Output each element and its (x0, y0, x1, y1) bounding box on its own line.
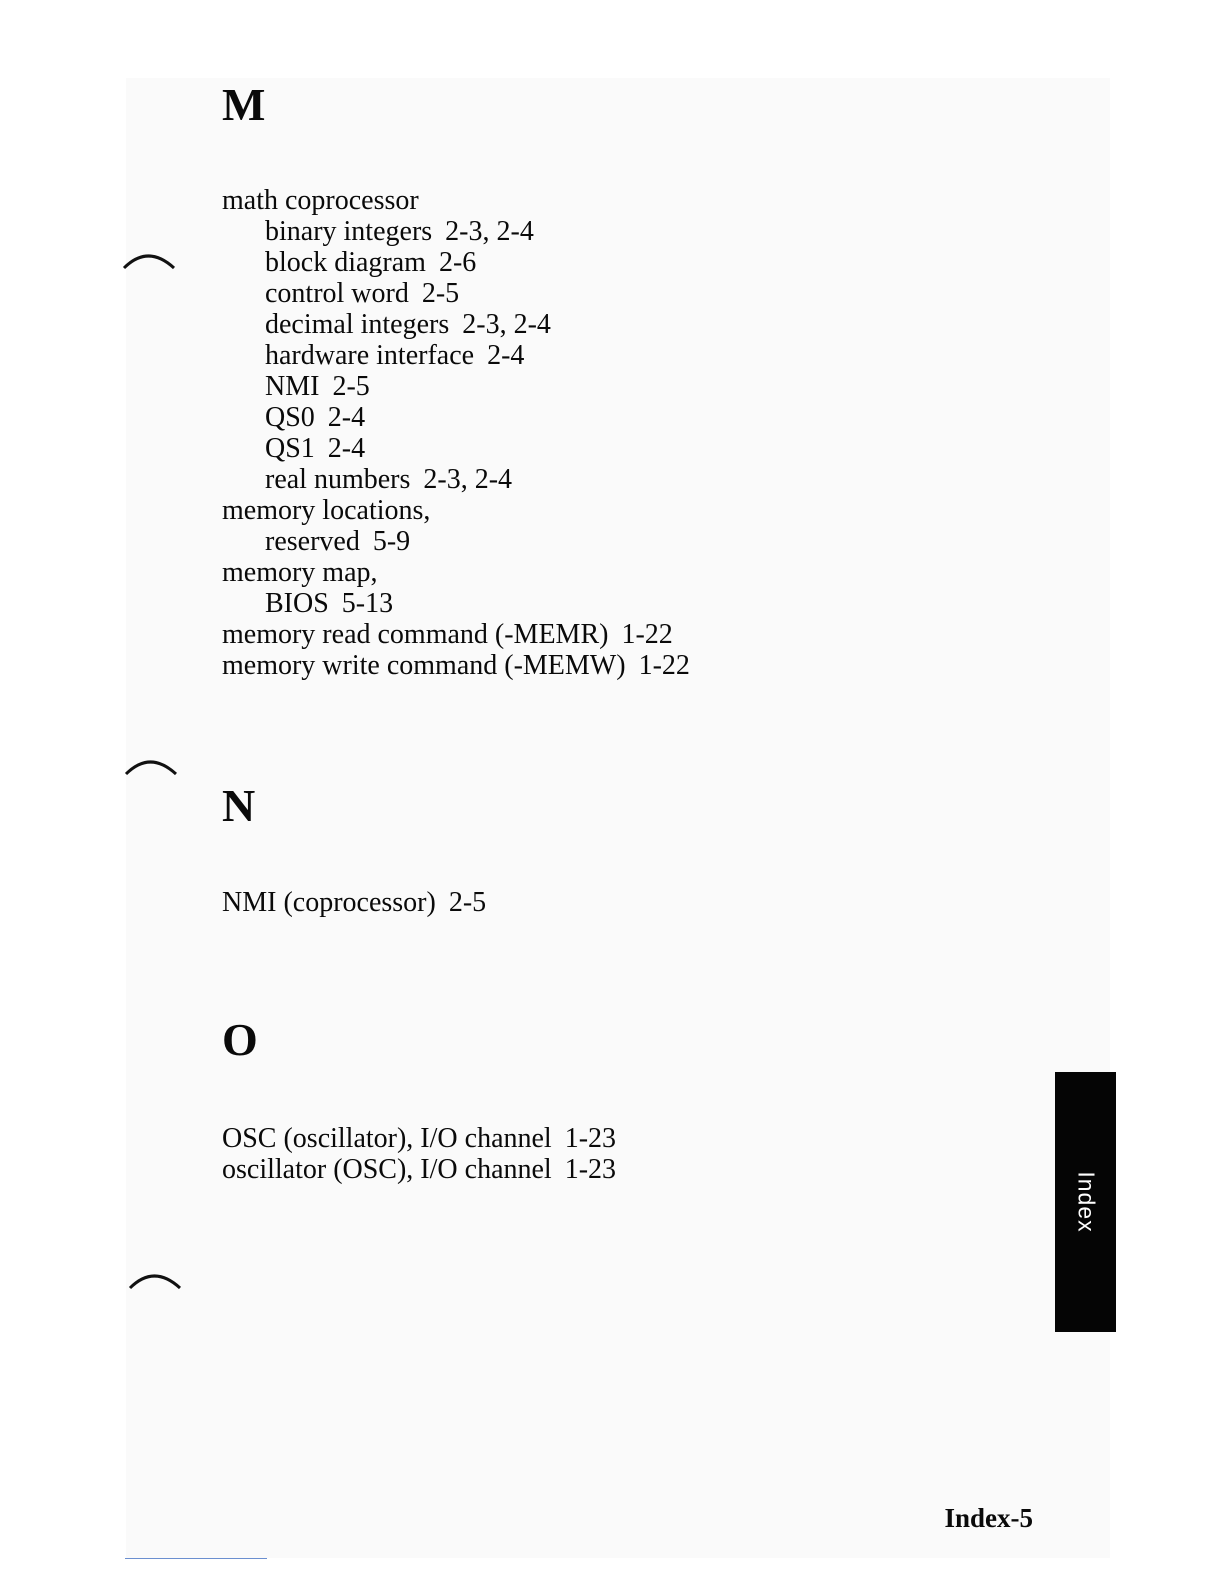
entry-term: decimal integers (265, 309, 450, 340)
entry-term: reserved (265, 526, 360, 557)
entry-pages: 2-3, 2-4 (462, 309, 551, 340)
index-subentry (222, 433, 690, 464)
index-side-tab (1055, 1072, 1116, 1332)
index-entry (222, 557, 690, 588)
index-subentry (222, 309, 690, 340)
entry-pages: 2-4 (327, 433, 366, 464)
index-entry (222, 495, 690, 526)
index-subentry (222, 247, 690, 278)
index-list-o (222, 1123, 616, 1185)
entry-pages: 1-22 (638, 650, 690, 681)
index-subentry (222, 340, 690, 371)
entry-pages: 2-5 (448, 887, 487, 918)
entry-term: NMI (coprocessor) (222, 887, 436, 918)
entry-term: hardware interface (265, 340, 475, 371)
entry-term: NMI (265, 371, 320, 402)
index-entry (222, 887, 486, 918)
index-subentry (222, 588, 690, 619)
index-subentry (222, 278, 690, 309)
index-subentry (222, 371, 690, 402)
index-subentry (222, 216, 690, 247)
entry-term: real numbers (265, 464, 411, 495)
binder-hole-mark-1 (122, 246, 178, 272)
entry-pages: 5-9 (372, 526, 411, 557)
entry-term: memory locations, (222, 495, 431, 526)
side-tab-label: Index (1073, 1171, 1099, 1233)
entry-term: oscillator (OSC), I/O channel (222, 1154, 552, 1185)
index-entry (222, 650, 690, 681)
section-letter-m: M (222, 79, 266, 130)
index-entry (222, 185, 690, 216)
binder-hole-mark-2 (124, 752, 180, 778)
entry-term: QS1 (265, 433, 315, 464)
index-entry (222, 1154, 616, 1185)
entry-pages: 2-3, 2-4 (445, 216, 534, 247)
entry-term: BIOS (265, 588, 329, 619)
entry-pages: 2-3, 2-4 (423, 464, 513, 495)
index-subentry (222, 464, 690, 495)
index-list-m (222, 185, 690, 681)
section-letter-n: N (222, 780, 256, 831)
page-number: Index-5 (944, 1503, 1033, 1533)
entry-pages: 2-4 (487, 340, 525, 371)
index-entry (222, 619, 690, 650)
index-list-n (222, 887, 486, 918)
entry-pages: 1-22 (621, 619, 673, 650)
entry-term: memory write command (-MEMW) (222, 650, 626, 681)
index-subentry (222, 402, 690, 433)
entry-term: binary integers (265, 216, 433, 247)
index-subentry (222, 526, 690, 557)
entry-term: control word (265, 278, 409, 309)
entry-term: memory map, (222, 557, 378, 588)
entry-pages: 5-13 (341, 588, 394, 619)
section-letter-o: O (222, 1014, 258, 1065)
entry-term: OSC (oscillator), I/O channel (222, 1123, 552, 1154)
entry-term: math coprocessor (222, 185, 419, 216)
entry-term: block diagram (265, 247, 426, 278)
entry-pages: 2-5 (332, 371, 370, 402)
bottom-rule (125, 1558, 267, 1559)
entry-pages: 2-6 (438, 247, 477, 278)
entry-pages: 1-23 (564, 1123, 617, 1154)
entry-term: memory read command (-MEMR) (222, 619, 609, 650)
entry-pages: 1-23 (564, 1154, 617, 1185)
binder-hole-mark-3 (128, 1266, 184, 1292)
entry-pages: 2-4 (327, 402, 366, 433)
index-entry (222, 1123, 616, 1154)
entry-term: QS0 (265, 402, 315, 433)
entry-pages: 2-5 (421, 278, 460, 309)
